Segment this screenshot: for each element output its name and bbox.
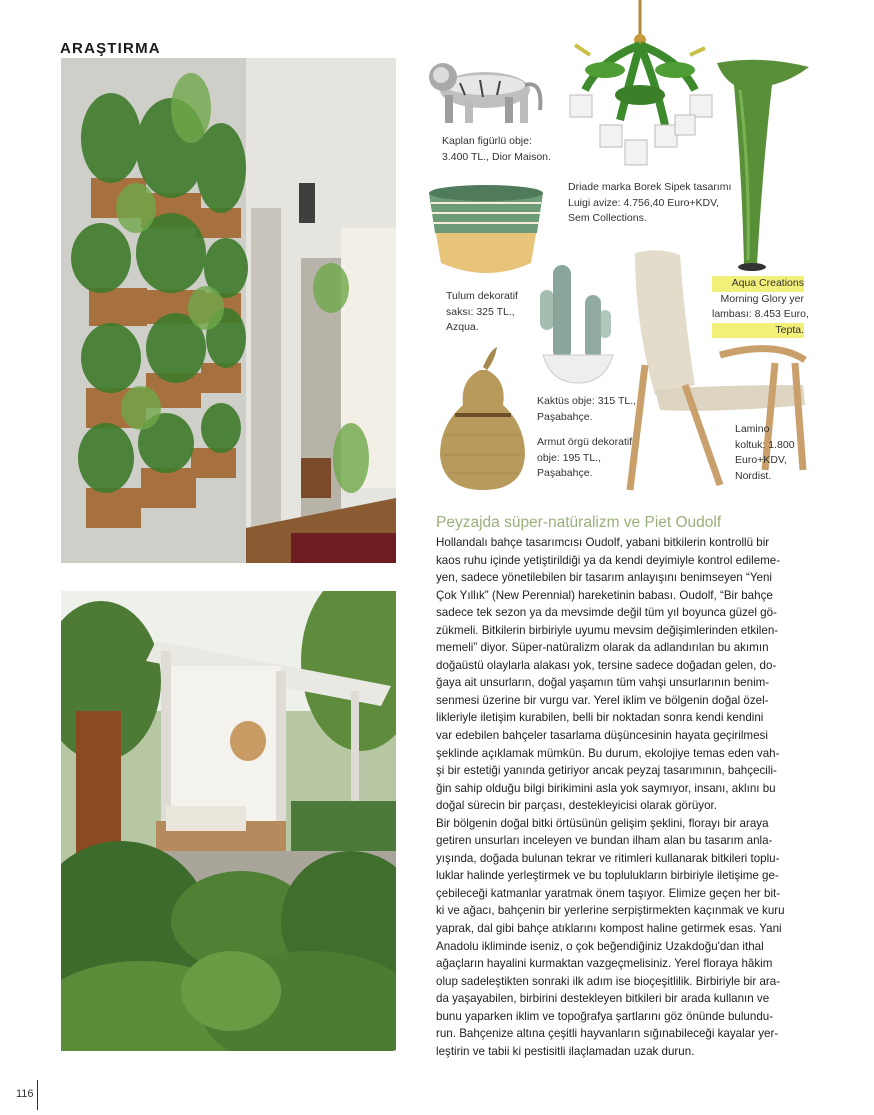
- article-line: leştirin ve tabii ki pestisitli ilaçlamadan uzak durun.: [436, 1044, 695, 1058]
- pear-object-image: [435, 345, 530, 493]
- article-title: Peyzajda süper-natüralizm ve Piet Oudolf: [436, 514, 722, 531]
- article-line: yen, sadece yönetilebilen bir tasarım anlayışını benimseyen “Yeni: [436, 571, 772, 585]
- article-line: memeli” diyor. Süper-natüralizm olarak da adlandırılan bu akımın: [436, 641, 769, 655]
- caption-line: Azqua.: [446, 321, 479, 333]
- article-line: zükmeli. Bitkilerin birbiriyle uyumu mevsim değişimlerinden etkilen-: [436, 623, 779, 637]
- article-line: senmesi üzerine bir vurgu var. Yerel iklim ve bölgenin doğal özel-: [436, 693, 769, 707]
- photo-plant-wall: [61, 58, 396, 563]
- caption-line: obje: 195 TL.,: [537, 451, 602, 464]
- article-line: olup sadeleştikten sonraki ilk adım ise bioçeşitlilik. Birbiriyle bir ara-: [436, 974, 781, 988]
- caption-line: Lamino: [735, 423, 770, 435]
- article-line: da yaşayabilen, birbirini destekleyen bitkileri bir arada kullanın ve: [436, 992, 770, 1006]
- article-line: doğaüstü olaylarla alakası yok, tersine sadece doğadan gelen, do-: [436, 658, 777, 672]
- article-line: Anadolu ikliminde iseniz, o çok beğendiğiniz Uzakdoğu'dan ithal: [436, 939, 764, 953]
- caption-line: Kaplan figürlü obje:: [442, 135, 532, 147]
- cactus-caption: [537, 394, 636, 425]
- caption-line: Morning Glory yer: [720, 292, 804, 305]
- chair-caption: [735, 422, 795, 484]
- basket-caption: [446, 289, 518, 336]
- article-line: bunu yaparken iklim ve topoğrafya şartlarını göz önünde bulundu-: [436, 1009, 774, 1023]
- floor-lamp-image: [712, 55, 812, 275]
- caption-line: Armut örgü dekoratif: [537, 436, 633, 448]
- chandelier-image: [560, 0, 715, 175]
- tiger-figurine-image: [425, 55, 547, 133]
- caption-line: Luigi avize: 4.756,40 Euro+KDV,: [568, 196, 720, 209]
- article-line: çebileceği katmanlar yaratmak önem taşıyor. Elimize geçen her bit-: [436, 886, 781, 900]
- section-label: ARAŞTIRMA: [60, 40, 161, 57]
- article-line: ki ve ağacı, bahçenin bir yerlerine serpiştirmekten kaçınmak ve kuru: [436, 904, 785, 918]
- article-line: şi bir estetiği yanında getiriyor ancak peyzaj tasarımının, bahçecili-: [436, 764, 777, 778]
- article-line: luklar halinde yerleştirmek ve bu toplulukların birbiriyle iletişime ge-: [436, 869, 779, 883]
- caption-line: Driade marka Borek Sipek tasarımı: [568, 181, 732, 193]
- caption-line: 3.400 TL., Dior Maison.: [442, 150, 551, 163]
- caption-line-brand: Aqua Creations: [712, 276, 804, 292]
- page-number: 116: [16, 1088, 34, 1100]
- article-line: likleriyle iletişim kurabilen, belli bir noktadan sonra kendi kendini: [436, 711, 764, 725]
- article-line: yışında, doğada bulunan tekrar ve ritimleri kullanarak bitkileri toplu-: [436, 851, 780, 865]
- tiger-caption: [442, 134, 551, 165]
- article-line: getiren unsurları inceleyen ve bundan ilham alan bu tasarım anla-: [436, 834, 773, 848]
- page-divider: [37, 1080, 38, 1110]
- caption-line: Sem Collections.: [568, 212, 647, 224]
- basket-planter-image: [427, 183, 545, 283]
- article-line: kaos ruhu içinde yetiştirildiği ya da kendi deyimiyle kontrol edileme-: [436, 553, 781, 567]
- article-line: Hollandalı bahçe tasarımcısı Oudolf, yabani bitkilerin kontrollü bir: [436, 536, 770, 549]
- article-line: yaprak, dal gibi bahçe atıklarını kompost haline getirmek esas. Yani: [436, 922, 782, 936]
- article-line: ğin sahip olduğu bilgi birikimini asla yok saymıyor, insanı, aklını bu: [436, 781, 776, 795]
- article-line: Çok Yıllık” (New Perennial) hareketinin babası. Oudolf, “Bir bahçe: [436, 588, 773, 602]
- caption-line: koltuk: 1.800: [735, 438, 795, 451]
- article-line: sadece tek sezon ya da mevsimde değil tüm yıl boyunca güzel gö-: [436, 606, 777, 620]
- caption-line: lambası: 8.453 Euro,: [712, 308, 809, 320]
- caption-line: Paşabahçe.: [537, 410, 593, 423]
- caption-line: Kaktüs obje: 315 TL.,: [537, 395, 637, 407]
- caption-line-store: Tepta.: [712, 323, 804, 339]
- article-line: doğal sürecin bir parçası, destekleyicisi olarak görüyor.: [436, 799, 717, 813]
- article-line: run. Bahçenize altına çeşitli hayvanların sığınabileceği kayalar yer-: [436, 1027, 779, 1041]
- article-line: var edebilen bahçeler tasarlama düşüncesinin hayata geçirilmesi: [436, 729, 768, 743]
- article-line: ağaçların hayalini kurmaktan vazgeçmelisiniz. Yerel floraya hâkim: [436, 957, 773, 971]
- caption-line: Euro+KDV,: [735, 454, 787, 466]
- photo-garden-pergola: [61, 591, 396, 1051]
- caption-line: Tulum dekoratif: [446, 290, 518, 302]
- article-line: Bir bölgenin doğal bitki örtüsünün gelişim şeklini, florayı bir araya: [436, 816, 769, 830]
- article-body: [436, 534, 806, 1060]
- pear-caption: [537, 435, 632, 482]
- caption-line: saksı: 325 TL.,: [446, 305, 515, 318]
- chandelier-caption: [568, 180, 731, 227]
- caption-line: Paşabahçe.: [537, 467, 593, 479]
- caption-line: Nordist.: [735, 469, 772, 482]
- article-line: ğaya ait unsurların, doğal yaşamın tüm vahşi unsurlarının benim-: [436, 676, 770, 690]
- cactus-object-image: [535, 255, 620, 385]
- article-line: şeklinde açıklamak mümkün. Bu durum, ekolojiye temas eden vah-: [436, 746, 780, 760]
